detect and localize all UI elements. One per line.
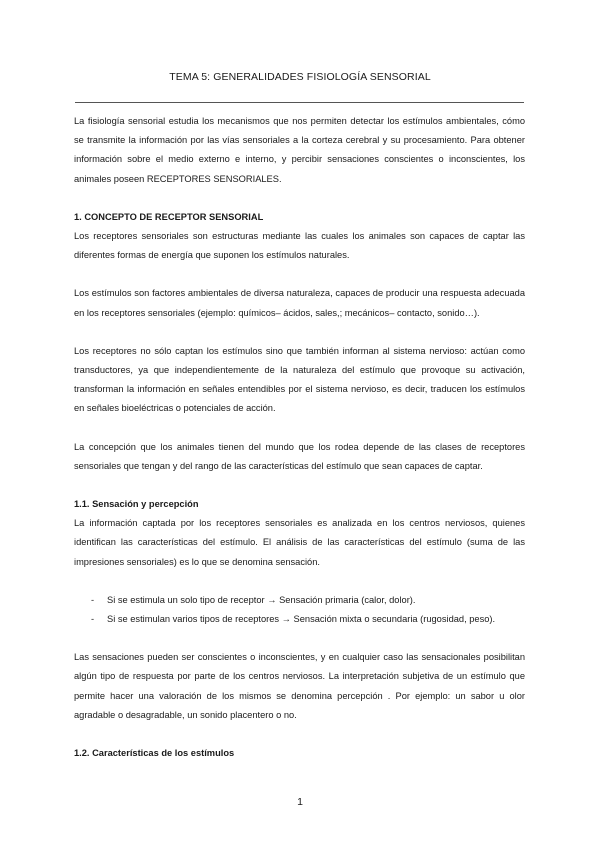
page-number: 1 <box>297 796 303 808</box>
intro-paragraph: La fisiología sensorial estudia los mecanismos que nos permiten detectar los estímulos ambientales, cómo se transmite la información por las vías sensoriales a la corteza cerebral y su procesamiento. Para obtener información sobre el medio externo e interno, y percibir sensaciones conscientes o inconscientes, los animales poseen RECEPTORES SENSORIALES. <box>74 116 525 184</box>
section-1-paragraph-1: Los receptores sensoriales son estructuras mediante las cuales los animales son capaces de captar las diferentes formas de energía que suponen los estímulos naturales. <box>74 231 525 261</box>
section-1-1-heading: 1.1. Sensación y percepción <box>74 499 199 510</box>
section-1-2-heading: 1.2. Características de los estímulos <box>74 748 235 759</box>
sensation-list <box>74 591 525 629</box>
list-item-text: Si se estimulan varios tipos de receptores → Sensación mixta o secundaria (rugosidad, peso). <box>107 614 496 625</box>
section-1-paragraph-4: La concepción que los animales tienen del mundo que los rodea depende de las clases de receptores sensoriales que tengan y del rango de las características del estímulo que sean capaces de captar. <box>74 441 525 471</box>
list-dash: - <box>91 594 95 605</box>
title-divider <box>75 102 524 103</box>
list-item-text: Si se estimula un solo tipo de receptor → Sensación primaria (calor, dolor). <box>107 594 416 605</box>
document-title: TEMA 5: GENERALIDADES FISIOLOGÍA SENSORIAL <box>169 71 431 83</box>
section-1-paragraph-2: Los estímulos son factores ambientales de diversa naturaleza, capaces de producir una respuesta adecuada en los receptores sensoriales (ejemplo: químicos– ácidos, sales,; mecánicos– contacto, sonido…). <box>74 288 525 318</box>
section-1-paragraph-3: Los receptores no sólo captan los estímulos sino que también informan al sistema nervioso: actúan como transductores, ya que independientemente de la naturaleza del estímulo que provoque su activación, transforman la información en señales entendibles por el sistema nervioso, es decir, traducen los estímulos en señales bioeléctricas o potenciales de acción. <box>74 345 525 414</box>
section-1-1-paragraph-2: Las sensaciones pueden ser conscientes o inconscientes, y en cualquier caso las sensacionales posibilitan algún tipo de respuesta por parte de los centros nerviosos. La interpretación subjetiva de un estímulo que permite hacer una valoración de los mismos se denomina percepción . Por ejemplo: un sabor u olor agradable o desagradable, un sonido placentero o no. <box>74 652 525 720</box>
list-item <box>74 591 525 610</box>
list-dash: - <box>91 614 95 625</box>
document-body <box>74 112 525 763</box>
section-1-1-paragraph-1: La información captada por los receptores sensoriales es analizada en los centros nerviosos, quienes identifican las características del estímulo. El análisis de las características del estímulo (suma de las impresiones sensoriales) es lo que se denomina sensación. <box>74 518 525 567</box>
list-item <box>74 610 525 629</box>
section-1-heading: 1. CONCEPTO DE RECEPTOR SENSORIAL <box>74 211 264 222</box>
